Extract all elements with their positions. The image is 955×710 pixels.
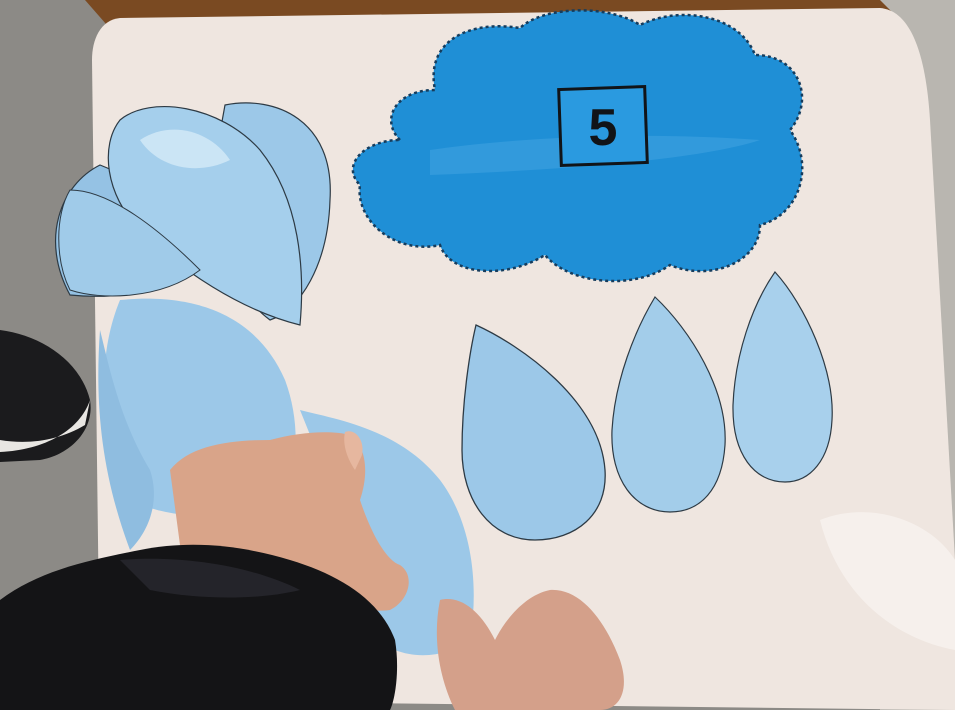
number-card-digit: 5 xyxy=(588,99,618,157)
